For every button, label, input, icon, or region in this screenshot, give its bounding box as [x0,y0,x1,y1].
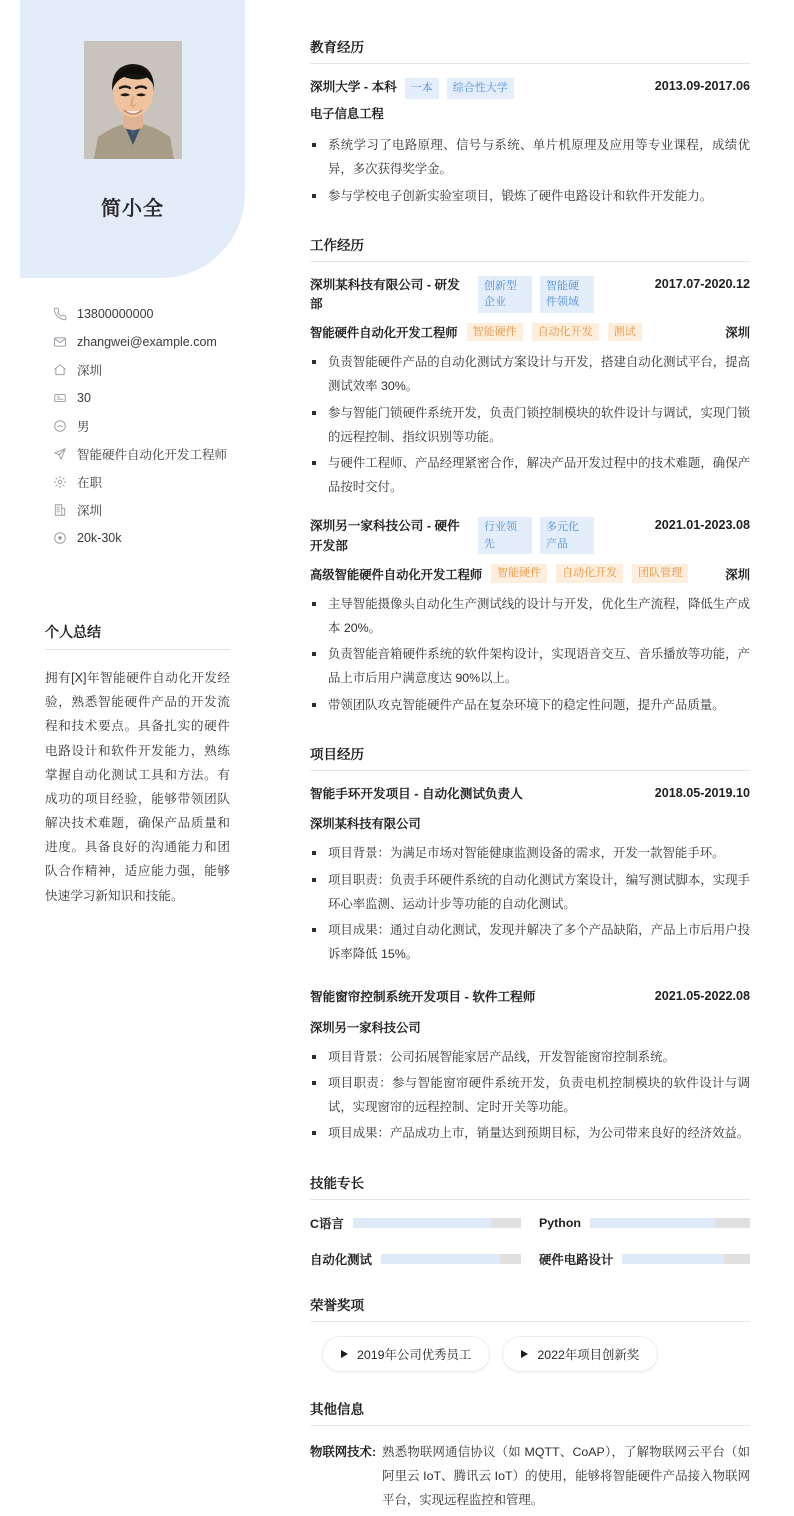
education-major: 电子信息工程 [310,106,384,121]
bullet-item: 项目职责：参与智能窗帘硬件系统开发，负责电机控制模块的软件设计与调试，实现窗帘的远程控制、定时开关等功能。 [310,1071,750,1119]
work-title: 工作经历 [310,234,750,262]
project-date: 2018.05-2019.10 [654,785,750,800]
work-bullets [310,592,750,717]
contact-value-email: zhangwei@example.com [77,335,217,349]
bullet-item: 负责智能音箱硬件系统的软件架构设计，实现语音交互、音乐播放等功能，产品上市后用户满意度达 90%以上。 [310,642,750,690]
contact-item-email [52,328,252,356]
company-tag: 创新型企业 [478,276,532,313]
work-entry [310,276,750,500]
honor-label: 2022年项目创新奖 [537,1347,640,1362]
education-entry [310,78,750,208]
work-date: 2017.07-2020.12 [654,276,750,291]
role-title: 智能硬件自动化开发工程师 [310,326,458,341]
role-skill-tag: 自动化开发 [532,323,599,342]
contact-item-gender [52,412,252,440]
bullet-item: 与硬件工程师、产品经理紧密合作，解决产品开发过程中的技术难题，确保产品按时交付。 [310,451,750,499]
contact-value-age: 30 [77,391,91,405]
school-tag: 综合性大学 [447,78,514,99]
education-title: 教育经历 [310,36,750,64]
skill-bar [353,1218,521,1228]
project-name: 智能手环开发项目 - 自动化测试负责人 [310,786,523,801]
bullet-item: 主导智能摄像头自动化生产测试线的设计与开发，优化生产流程，降低生产成本 20%。 [310,592,750,640]
skills-section [310,1172,750,1268]
role-skill-tag: 自动化开发 [556,564,623,583]
project-company: 深圳另一家科技公司 [310,1020,421,1035]
gender-icon [52,418,68,434]
bullet-item: 带领团队攻克智能硬件产品在复杂环境下的稳定性问题，提升产品质量。 [310,693,750,717]
skill-fill [353,1218,491,1228]
company-name: 深圳另一家科技公司 - 硬件开发部 [310,519,460,553]
bullet-item: 参与学校电子创新实验室项目，锻炼了硬件电路设计和软件开发能力。 [310,184,750,208]
bullet-item: 项目背景：公司拓展智能家居产品线，开发智能窗帘控制系统。 [310,1045,750,1069]
honor-label: 2019年公司优秀员工 [357,1347,472,1362]
summary-text: 拥有[X]年智能硬件自动化开发经验，熟悉智能硬件产品的开发流程和技术要点。具备扎实的硬件电路设计和软件开发能力，熟练掌握自动化测试工具和方法。有成功的项目经验，能够带领团队解决技术难题，确保产品质量和进度。具备良好的沟通能力和团队合作精神，适应能力强，能够快速学习新知识和技能。 [45,671,230,903]
main-content [310,36,750,1516]
projects-section [310,743,750,1146]
contact-item-workcity [52,496,252,524]
skill-grid [310,1214,750,1268]
work-entry [310,517,750,716]
summary-title: 个人总结 [45,622,230,650]
contact-item-home [52,356,252,384]
skills-title: 技能专长 [310,1172,750,1200]
project-company: 深圳某科技有限公司 [310,817,421,832]
other-row [310,1440,750,1513]
contact-item-phone [52,300,252,328]
projects-title: 项目经历 [310,743,750,771]
work-date: 2021.01-2023.08 [654,518,750,533]
phone-icon [52,306,68,322]
skill-fill [381,1254,500,1264]
play-triangle-icon [341,1350,348,1358]
company-tag: 智能硬件领域 [540,276,594,313]
work-city: 深圳 [725,326,750,341]
education-bullets [310,133,750,208]
skill-fill [590,1218,715,1228]
project-name: 智能窗帘控制系统开发项目 - 软件工程师 [310,990,536,1005]
portrait-photo-svg [84,41,182,159]
school-tag: 一本 [405,78,439,99]
skill-bar [622,1254,750,1264]
school-name: 深圳大学 - 本科 [310,80,397,94]
skill-fill [622,1254,724,1264]
contact-value-position: 智能硬件自动化开发工程师 [77,448,228,462]
bullet-item: 项目成果：通过自动化测试，发现并解决了多个产品缺陷，产品上市后用户投诉率降低 15%。 [310,918,750,966]
skill-label: 硬件电路设计 [539,1252,614,1267]
contact-item-status [52,468,252,496]
bullet-item: 项目成果：产品成功上市，销量达到预期目标，为公司带来良好的经济效益。 [310,1121,750,1145]
skill-bar [590,1218,750,1228]
contact-value-phone: 13800000000 [77,307,154,321]
work-bullets [310,350,750,499]
education-section [310,36,750,208]
skill-label: C语言 [310,1216,344,1231]
honors-title: 荣誉奖项 [310,1294,750,1322]
skill-bar [381,1254,521,1264]
skill-label: Python [539,1215,581,1230]
role-skill-tag: 测试 [608,323,642,342]
contact-list [52,300,252,552]
honor-chip[interactable] [502,1336,658,1372]
company-tag: 行业领先 [478,517,532,554]
building-icon [52,502,68,518]
company-tag: 多元化产品 [540,517,594,554]
other-section [310,1398,750,1513]
work-city: 深圳 [725,567,750,582]
role-skill-tag: 团队管理 [632,564,688,583]
skill-item [310,1250,521,1268]
role-skill-tag: 智能硬件 [467,323,523,342]
work-section [310,234,750,717]
bullet-item: 负责智能硬件产品的自动化测试方案设计与开发，搭建自动化测试平台，提高测试效率 30%。 [310,350,750,398]
skill-label: 自动化测试 [310,1252,372,1267]
contact-item-age [52,384,252,412]
bullet-item: 系统学习了电路原理、信号与系统、单片机原理及应用等专业课程，成绩优异，多次获得奖学金。 [310,133,750,181]
contact-value-status: 在职 [77,476,103,490]
status-icon [52,474,68,490]
role-skill-tag: 智能硬件 [491,564,547,583]
project-date: 2021.05-2022.08 [654,989,750,1004]
contact-value-gender: 男 [77,420,90,434]
bullet-item: 项目职责：负责手环硬件系统的自动化测试方案设计，编写测试脚本，实现手环心率监测、运动计步等功能的自动化测试。 [310,868,750,916]
avatar [84,41,182,159]
salary-icon [52,530,68,546]
skill-item [539,1214,750,1232]
company-tags [478,276,594,313]
company-name: 深圳某科技有限公司 - 研发部 [310,277,460,312]
other-value: 熟悉物联网通信协议（如 MQTT、CoAP），了解物联网云平台（如阿里云 IoT、腾讯云 IoT）的使用，能够将智能硬件产品接入物联网平台，实现远程监控和管理。 [382,1444,750,1507]
contact-item-position [52,440,252,468]
honor-chip[interactable] [322,1336,490,1372]
skill-item [310,1214,521,1232]
rocket-icon [52,446,68,462]
project-entry [310,988,750,1145]
honor-list [310,1336,750,1372]
id-card-icon [52,390,68,406]
honors-section [310,1294,750,1372]
project-entry [310,785,750,966]
other-label: 物联网技术: [310,1444,377,1459]
profile-panel [20,0,245,278]
summary-section [45,622,230,908]
contact-value-workcity: 深圳 [77,504,103,518]
project-bullets [310,1045,750,1146]
envelope-icon [52,334,68,350]
person-name: 简小全 [101,198,164,220]
role-title: 高级智能硬件自动化开发工程师 [310,567,483,582]
school-tags [405,78,514,99]
play-triangle-icon [521,1350,528,1358]
contact-item-salary [52,524,252,552]
contact-value-salary: 20k-30k [77,531,122,545]
bullet-item: 项目背景：为满足市场对智能健康监测设备的需求，开发一款智能手环。 [310,841,750,865]
contact-value-home: 深圳 [77,364,103,378]
home-icon [52,362,68,378]
skill-item [539,1250,750,1268]
education-date: 2013.09-2017.06 [654,79,750,93]
other-title: 其他信息 [310,1398,750,1426]
company-tags [478,517,594,554]
left-sidebar [0,0,280,1366]
project-bullets [310,841,750,966]
bullet-item: 参与智能门锁硬件系统开发，负责门锁控制模块的软件设计与调试，实现门锁的远程控制、指纹识别等功能。 [310,401,750,449]
